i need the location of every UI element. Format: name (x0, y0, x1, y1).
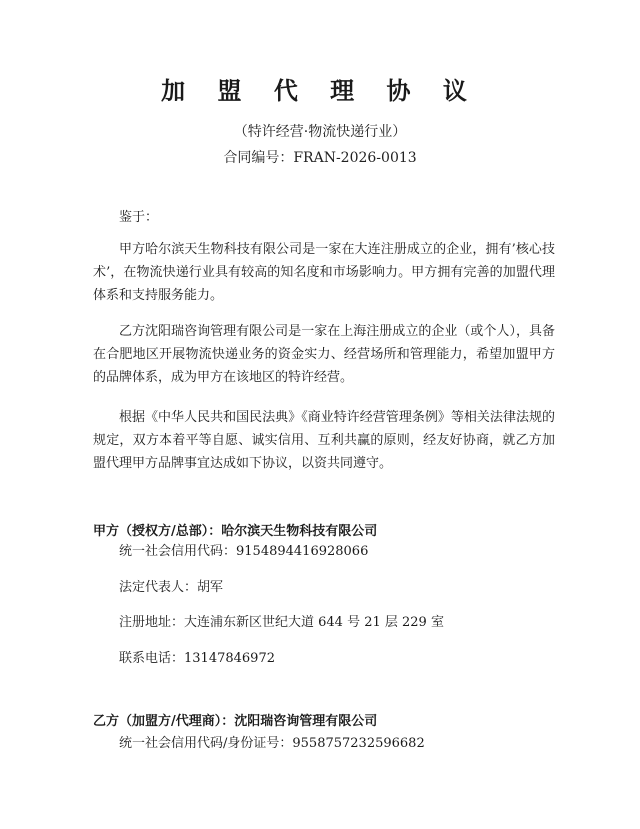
party-a-credit-code: 统一社会信用代码：9154894416928066 (119, 544, 369, 559)
preamble-paragraph-2: 乙方沈阳瑞咨询管理有限公司是一家在上海注册成立的企业（或个人），具备在合肥地区开展物流快递业务的资金实力、经营场所和管理能力，希望加盟甲方的品牌体系，成为甲方在该地区的特许经营。 (93, 324, 555, 385)
party-a-legal-rep: 法定代表人：胡军 (119, 580, 224, 595)
party-a-address: 注册地址：大连浦东新区世纪大道 644 号 21 层 229 室 (119, 615, 444, 630)
preamble-paragraph-3: 根据《中华人民共和国民法典》《商业特许经营管理条例》等相关法律法规的规定，双方本着平等自愿、诚实信用、互利共赢的原则，经友好协商，就乙方加盟代理甲方品牌事宜达成如下协议，以资共同遵守。 (93, 410, 555, 471)
preamble-heading: 鉴于： (119, 210, 159, 225)
contract-number: 合同编号：FRAN-2026-0013 (223, 150, 417, 166)
party-a-phone: 联系电话：13147846972 (119, 651, 275, 666)
party-b-credit-code: 统一社会信用代码/身份证号：9558757232596682 (119, 736, 425, 751)
document-subtitle: （特许经营·物流快递行业） (233, 124, 407, 140)
party-a-heading: 甲方（授权方/总部）：哈尔滨天生物科技有限公司 (93, 524, 378, 539)
party-b-heading: 乙方（加盟方/代理商）：沈阳瑞咨询管理有限公司 (93, 714, 378, 729)
preamble-paragraph-1: 甲方哈尔滨天生物科技有限公司是一家在大连注册成立的企业，拥有’核心技术’，在物流快递行业具有较高的知名度和市场影响力。甲方拥有完善的加盟代理体系和支持服务能力。 (93, 242, 555, 303)
document-title: 加 盟 代 理 协 议 (161, 76, 479, 105)
